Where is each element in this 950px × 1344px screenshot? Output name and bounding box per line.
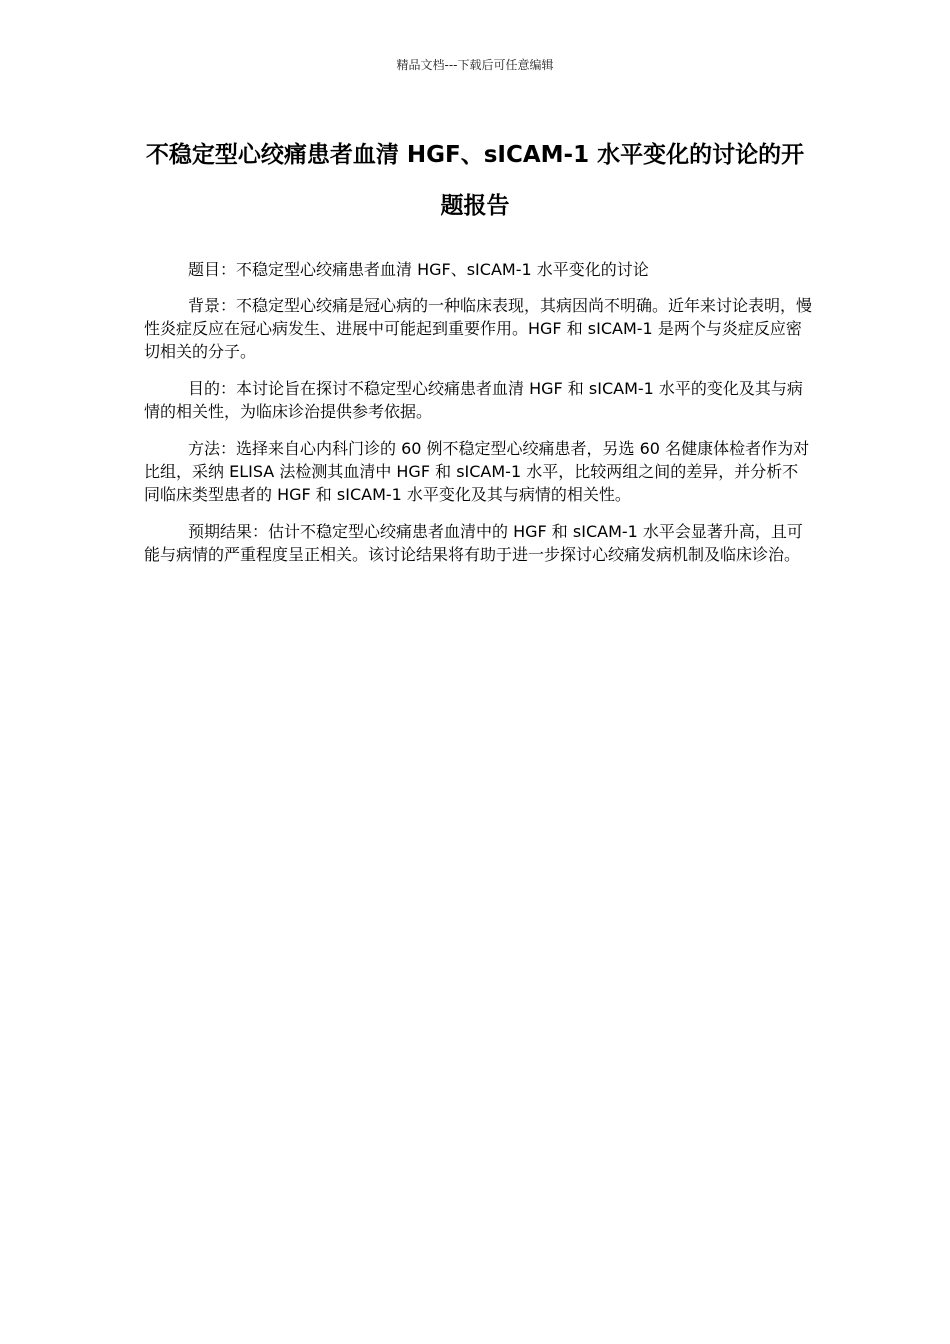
document-title: 不稳定型心绞痛患者血清 HGF、sICAM-1 水平变化的讨论的开题报告 <box>145 142 805 219</box>
paragraph-topic: 题目：不稳定型心绞痛患者血清 HGF、sICAM-1 水平变化的讨论 <box>188 260 649 279</box>
paragraph-background: 背景：不稳定型心绞痛是冠心病的一种临床表现，其病因尚不明确。近年来讨论表明，慢性炎症反应在冠心病发生、进展中可能起到重要作用。HGF 和 sICAM-1 是两个与炎症反应密切相关的分子。 <box>144 296 813 361</box>
header-note: 精品文档---下载后可任意编辑 <box>396 58 554 72</box>
paragraph-method: 方法：选择来自心内科门诊的 60 例不稳定型心绞痛患者，另选 60 名健康体检者作为对比组，采纳 ELISA 法检测其血清中 HGF 和 sICAM-1 水平，比较两组之间的差异，并分析不同临床类型患者的 HGF 和 sICAM-1 水平变化及其与病情的相关性。 <box>144 439 810 504</box>
document-body <box>144 258 812 580</box>
paragraph-expected-results: 预期结果：估计不稳定型心绞痛患者血清中的 HGF 和 sICAM-1 水平会显著升高，且可能与病情的严重程度呈正相关。该讨论结果将有助于进一步探讨心绞痛发病机制及临床诊治。 <box>144 522 803 564</box>
paragraph-objective: 目的：本讨论旨在探讨不稳定型心绞痛患者血清 HGF 和 sICAM-1 水平的变化及其与病情的相关性，为临床诊治提供参考依据。 <box>144 379 803 421</box>
